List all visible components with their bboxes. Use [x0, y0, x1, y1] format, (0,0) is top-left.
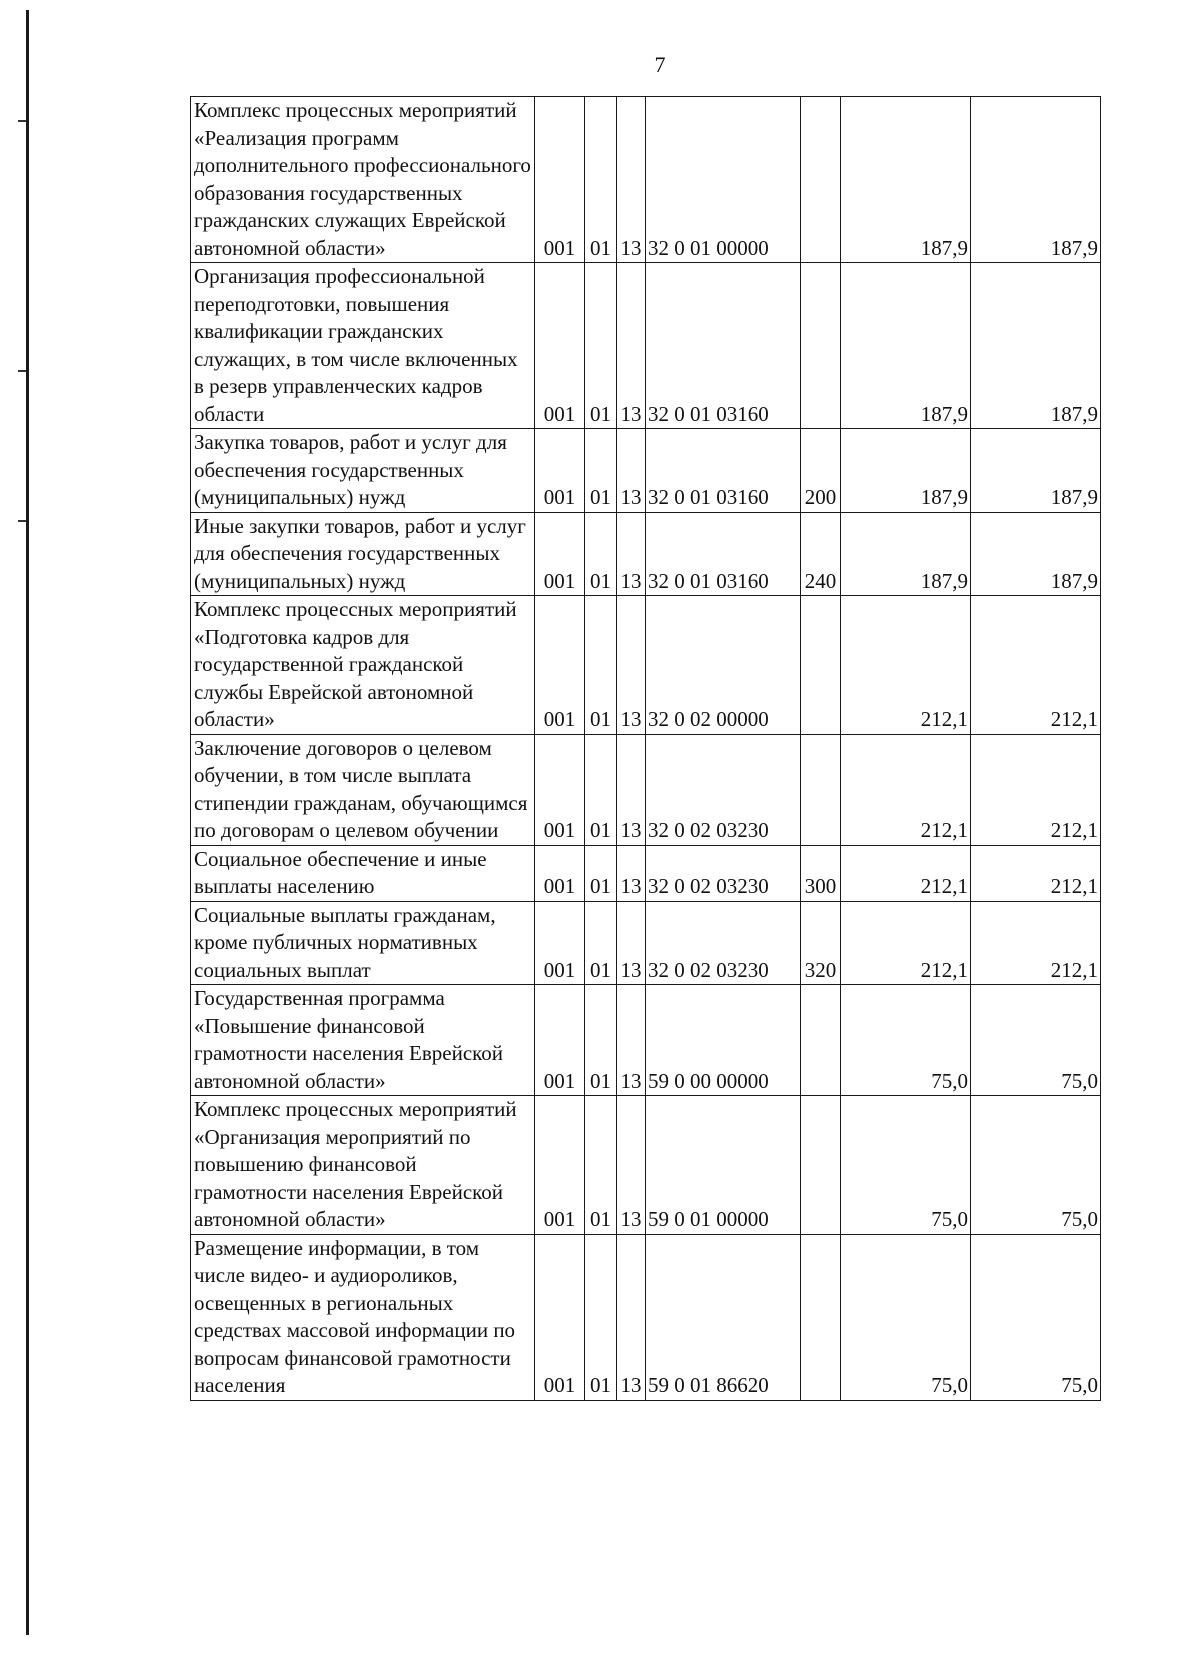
section-code: 01: [585, 263, 617, 429]
target-article-code: 59 0 00 00000: [646, 985, 801, 1096]
page-number: 7: [654, 52, 666, 77]
target-article-code: 32 0 02 03230: [646, 734, 801, 845]
expense-type-code: [801, 97, 841, 263]
amount-year-2: 75,0: [971, 1234, 1101, 1400]
section-code: 01: [585, 1096, 617, 1235]
ministry-code: 001: [535, 985, 585, 1096]
expense-type-code: 320: [801, 901, 841, 985]
amount-year-2: 75,0: [971, 1096, 1101, 1235]
subsection-code: 13: [617, 1234, 646, 1400]
ministry-code: 001: [535, 429, 585, 513]
section-code: 01: [585, 985, 617, 1096]
amount-year-2: 212,1: [971, 901, 1101, 985]
ministry-code: 001: [535, 901, 585, 985]
ministry-code: 001: [535, 1096, 585, 1235]
row-name: Социальные выплаты гражданам, кроме публичных нормативных социальных выплат: [191, 901, 535, 985]
ministry-code: 001: [535, 512, 585, 596]
target-article-code: 32 0 01 00000: [646, 97, 801, 263]
amount-year-1: 75,0: [841, 985, 971, 1096]
amount-year-2: 212,1: [971, 845, 1101, 901]
amount-year-1: 187,9: [841, 263, 971, 429]
table-row: [191, 1234, 1101, 1400]
expense-type-code: [801, 985, 841, 1096]
subsection-code: 13: [617, 97, 646, 263]
table-row: [191, 734, 1101, 845]
amount-year-2: 187,9: [971, 97, 1101, 263]
expense-type-code: [801, 1096, 841, 1235]
subsection-code: 13: [617, 845, 646, 901]
target-article-code: 32 0 02 03230: [646, 845, 801, 901]
target-article-code: 32 0 02 00000: [646, 596, 801, 735]
subsection-code: 13: [617, 512, 646, 596]
target-article-code: 32 0 02 03230: [646, 901, 801, 985]
subsection-code: 13: [617, 263, 646, 429]
row-name: Организация профессиональной переподготовки, повышения квалификации гражданских служащих, в том числе включенных в резерв управленческих кадров области: [191, 263, 535, 429]
row-name: Размещение информации, в том числе видео- и аудиороликов, освещенных в региональных средствах массовой информации по вопросам финансовой грамотности населения: [191, 1234, 535, 1400]
margin-tick: [18, 370, 26, 372]
section-code: 01: [585, 734, 617, 845]
section-code: 01: [585, 429, 617, 513]
subsection-code: 13: [617, 901, 646, 985]
expense-type-code: 200: [801, 429, 841, 513]
amount-year-1: 212,1: [841, 901, 971, 985]
expense-type-code: [801, 263, 841, 429]
amount-year-1: 75,0: [841, 1234, 971, 1400]
subsection-code: 13: [617, 985, 646, 1096]
amount-year-2: 187,9: [971, 429, 1101, 513]
ministry-code: 001: [535, 734, 585, 845]
budget-table: [190, 96, 1101, 1401]
target-article-code: 32 0 01 03160: [646, 429, 801, 513]
row-name: Комплекс процессных мероприятий «Реализация программ дополнительного профессионального образования государственных гражданских служащих Еврейской автономной области»: [191, 97, 535, 263]
amount-year-1: 187,9: [841, 512, 971, 596]
amount-year-2: 187,9: [971, 263, 1101, 429]
amount-year-2: 75,0: [971, 985, 1101, 1096]
amount-year-2: 212,1: [971, 734, 1101, 845]
target-article-code: 59 0 01 00000: [646, 1096, 801, 1235]
table-row: [191, 512, 1101, 596]
amount-year-1: 187,9: [841, 429, 971, 513]
target-article-code: 59 0 01 86620: [646, 1234, 801, 1400]
table-row: [191, 901, 1101, 985]
table-row: [191, 596, 1101, 735]
row-name: Социальное обеспечение и иные выплаты населению: [191, 845, 535, 901]
ministry-code: 001: [535, 845, 585, 901]
table-row: [191, 845, 1101, 901]
section-code: 01: [585, 845, 617, 901]
table-row: [191, 97, 1101, 263]
expense-type-code: 240: [801, 512, 841, 596]
amount-year-2: 187,9: [971, 512, 1101, 596]
target-article-code: 32 0 01 03160: [646, 512, 801, 596]
row-name: Государственная программа «Повышение финансовой грамотности населения Еврейской автономной области»: [191, 985, 535, 1096]
table-row: [191, 263, 1101, 429]
left-margin-line: [26, 10, 29, 1635]
row-name: Закупка товаров, работ и услуг для обеспечения государственных (муниципальных) нужд: [191, 429, 535, 513]
target-article-code: 32 0 01 03160: [646, 263, 801, 429]
section-code: 01: [585, 97, 617, 263]
section-code: 01: [585, 596, 617, 735]
amount-year-2: 212,1: [971, 596, 1101, 735]
ministry-code: 001: [535, 263, 585, 429]
expense-type-code: [801, 734, 841, 845]
section-code: 01: [585, 512, 617, 596]
section-code: 01: [585, 901, 617, 985]
amount-year-1: 212,1: [841, 596, 971, 735]
expense-type-code: [801, 596, 841, 735]
subsection-code: 13: [617, 596, 646, 735]
amount-year-1: 212,1: [841, 734, 971, 845]
budget-table-body: [191, 97, 1101, 1401]
row-name: Иные закупки товаров, работ и услуг для обеспечения государственных (муниципальных) нужд: [191, 512, 535, 596]
section-code: 01: [585, 1234, 617, 1400]
expense-type-code: 300: [801, 845, 841, 901]
row-name: Заключение договоров о целевом обучении, в том числе выплата стипендии гражданам, обучающимся по договорам о целевом обучении: [191, 734, 535, 845]
ministry-code: 001: [535, 596, 585, 735]
subsection-code: 13: [617, 734, 646, 845]
amount-year-1: 187,9: [841, 97, 971, 263]
subsection-code: 13: [617, 1096, 646, 1235]
row-name: Комплекс процессных мероприятий «Организация мероприятий по повышению финансовой грамотности населения Еврейской автономной области»: [191, 1096, 535, 1235]
ministry-code: 001: [535, 97, 585, 263]
amount-year-1: 75,0: [841, 1096, 971, 1235]
table-row: [191, 429, 1101, 513]
row-name: Комплекс процессных мероприятий «Подготовка кадров для государственной гражданской службы Еврейской автономной области»: [191, 596, 535, 735]
subsection-code: 13: [617, 429, 646, 513]
margin-tick: [18, 520, 26, 522]
table-row: [191, 985, 1101, 1096]
expense-type-code: [801, 1234, 841, 1400]
amount-year-1: 212,1: [841, 845, 971, 901]
ministry-code: 001: [535, 1234, 585, 1400]
margin-tick: [18, 120, 26, 122]
table-row: [191, 1096, 1101, 1235]
